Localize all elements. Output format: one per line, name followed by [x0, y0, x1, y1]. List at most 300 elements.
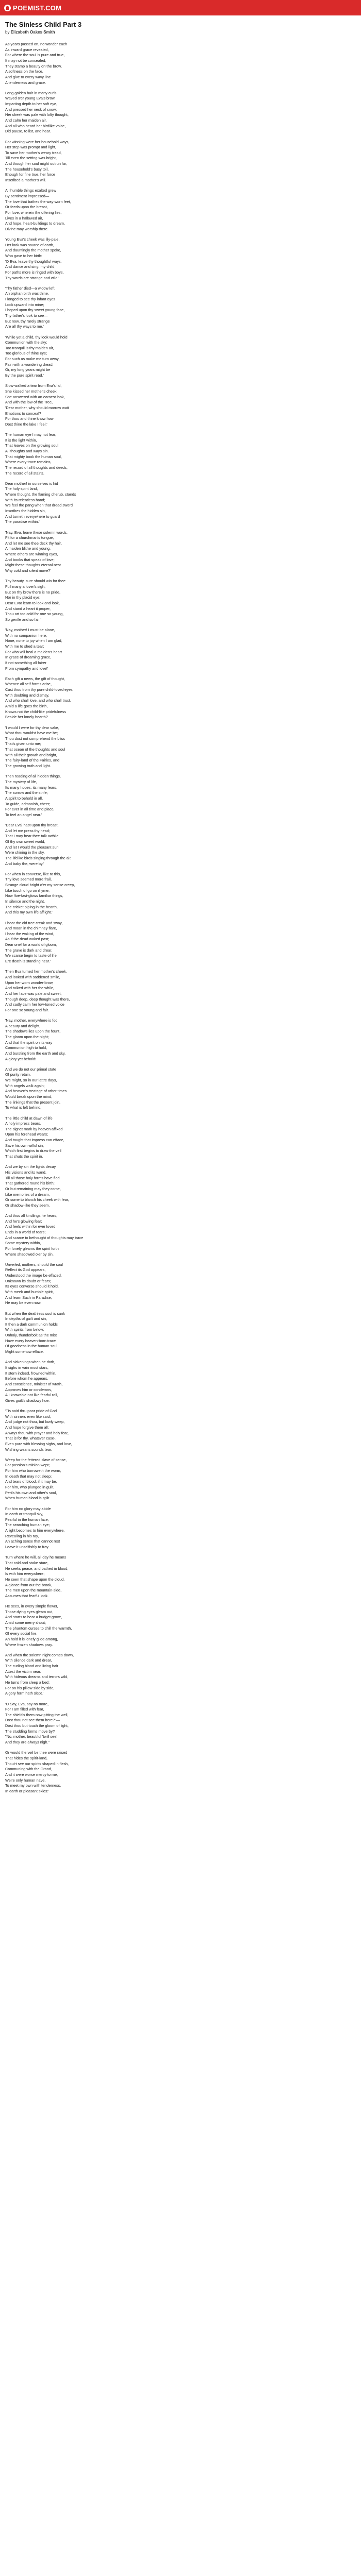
poem-line: With all their growth and bright,: [5, 752, 57, 757]
poem-line: All humble things exalted grew: [5, 188, 56, 193]
poem-line: Cast thou from thy pure child-loved eyes,: [5, 687, 74, 692]
poem-line: And that the spirit on its way: [5, 1040, 53, 1045]
poem-line: Unknown its doubt or fears;: [5, 1278, 51, 1283]
poem-line: It stern indeed, frowned within,: [5, 1370, 56, 1376]
poem-line: His visions and its wand,: [5, 1170, 46, 1175]
poem-line: Or would the veil be thee were raised: [5, 1750, 68, 1755]
poem-line: Did pause, to list, and hear.: [5, 129, 51, 134]
poem-line: For him no glory may abide: [5, 1506, 51, 1511]
poem-line: He may be even now.: [5, 1300, 42, 1306]
poem-line: For who will heal a maiden's heart: [5, 649, 62, 654]
poem-line: Look upward into mine;: [5, 302, 44, 307]
poem-line: An orphan birth was thine,: [5, 291, 49, 296]
poem-line: To save her mother's weary tread,: [5, 150, 62, 155]
poem-stanza: [5, 140, 356, 183]
poem-line: Thy words are strange and wild.': [5, 275, 59, 280]
poem-line: The love that bathes the way-worn feet,: [5, 199, 71, 204]
poem-line: Assumes that fearful look.: [5, 1593, 48, 1598]
poem-line: Her step was prompt and light,: [5, 145, 56, 150]
poem-stanza: [5, 1213, 356, 1257]
poem-line: And he's glowing fear;: [5, 1218, 42, 1224]
poem-stanza: [5, 1067, 356, 1111]
poem-line: With sinners even like said,: [5, 1414, 51, 1419]
poem-line: And though her soul might outrun far,: [5, 161, 68, 166]
poem-line: For passion's minion wept;: [5, 1463, 50, 1468]
poem-line: And bursting from the earth and sky,: [5, 1050, 66, 1056]
poem-line: Even pure with blessing sighs, and love,: [5, 1441, 72, 1446]
poem-line: Strange cloud-bright o'er my sense creep,: [5, 883, 75, 888]
poem-stanza: [5, 42, 356, 86]
poem-line: That I may hear thee talk awhile: [5, 834, 59, 839]
poem-line: And talked with her the while,: [5, 986, 54, 991]
poem-line: Slow-walked a tear from Eva's lid,: [5, 383, 62, 388]
poem-line: Till even the setting was bright,: [5, 156, 57, 161]
poem-line: Dear one! for a world of gloom,: [5, 942, 57, 947]
poem-line: Fain with a wondering dread,: [5, 362, 54, 367]
poem-line: Are all thy ways to me.': [5, 324, 44, 329]
poem-line: Thou art too cold for one so young,: [5, 612, 64, 617]
poem-line: That mighty book the human soul,: [5, 454, 62, 459]
poem-line: Then Eva turned her mother's cheek,: [5, 969, 67, 974]
poem-line: We might, so in our lattre days,: [5, 1078, 57, 1083]
poem-line: And thus all kindlings he hears,: [5, 1213, 58, 1218]
poem-line: A glance from out the brook,: [5, 1582, 53, 1587]
poem-line: With spirits from below;: [5, 1327, 44, 1332]
poem-line: I hoped upon thy sweet young face,: [5, 308, 65, 313]
poem-line: Ah hold it is lonely glide among,: [5, 1636, 58, 1641]
poem-line: Where every trace remains,: [5, 460, 52, 465]
poem-line: In depths of guilt and sin,: [5, 1316, 47, 1321]
poem-line: In earth or pleasant skies:': [5, 1788, 49, 1793]
poem-line: Have every heaven-born trace: [5, 1338, 56, 1343]
poem-line: For winning were her household ways,: [5, 139, 70, 144]
poem-line: In grace of dreaming grace,: [5, 655, 52, 660]
poem-line: Like touch of go on rhyme,: [5, 888, 50, 893]
poem-line: Beside her lonely hearth?: [5, 715, 48, 720]
poem-line: Though deep, deep thought was there,: [5, 996, 70, 1002]
poem-line: Enough for fine true, her force: [5, 172, 55, 177]
poem-line: 'Tis aaid thru poor pride of God: [5, 1409, 57, 1413]
poem-line: The studding forms move by?: [5, 1728, 55, 1734]
poem-line: Till all those holy forms have fled: [5, 1175, 60, 1180]
poem-line: In silence and the night,: [5, 899, 45, 904]
poem-line: In earth or tranquil sky,: [5, 1512, 43, 1517]
poem-line: Where others are winning eyes,: [5, 552, 58, 557]
poem-line: They stamp a beauty on the brow,: [5, 63, 62, 69]
poem-line: Thou dost not comprehend the bliss: [5, 736, 65, 741]
poem-line: The fairy-land of the Fairies, and: [5, 758, 60, 763]
poem-line: With silence dark and drear,: [5, 1658, 52, 1663]
poem-line: And when the solemn night comes down,: [5, 1652, 74, 1657]
poem-stanza: [5, 823, 356, 867]
poem-line: Imparting depth to her soft eye,: [5, 101, 57, 107]
poem-line: He sees, in every simple flower,: [5, 1604, 58, 1608]
poem-stanza: [5, 725, 356, 769]
poem-line: Save his own wilful sin,: [5, 1143, 44, 1148]
poem-line: As if the dead waked past;: [5, 937, 50, 942]
poem-author-link[interactable]: Elizabeth Oakes Smith: [10, 30, 55, 35]
poem-line: And baby the, were by.': [5, 861, 44, 866]
poem-line: The holy spirit land,: [5, 486, 38, 492]
poem-line: For paths more is ringed with boys,: [5, 269, 64, 275]
poem-stanza: [5, 188, 356, 232]
poem-stanza: [5, 1262, 356, 1306]
poem-line: Revealing in his ray,: [5, 1533, 39, 1538]
poem-stanza: [5, 286, 356, 330]
poem-line: 'O Say, Eva, say no more,: [5, 1701, 48, 1706]
poem-line: Upon her worn wonder-brow,: [5, 980, 54, 985]
poem-stanza: [5, 921, 356, 964]
poem-line: With no companion here,: [5, 633, 47, 638]
poem-line: And they are always nigh.": [5, 1740, 50, 1745]
poem-line: For ever in all time and place,: [5, 807, 55, 812]
poem-line: Reflect its God appears,: [5, 1267, 46, 1273]
poem-line: That's given unto me;: [5, 741, 41, 747]
poem-line: I hear the old tree creak and sway,: [5, 920, 63, 925]
poem-stanza: [5, 872, 356, 916]
poem-line: Each gift a news, the gift of thought,: [5, 676, 65, 681]
poem-line: And books that speak of love;: [5, 557, 55, 562]
poem-stanza: [5, 1311, 356, 1355]
poemist-logo-icon: [4, 5, 11, 11]
poem-line: He turns from sleep a bed;: [5, 1680, 50, 1685]
poem-stanza: [5, 1360, 356, 1403]
poem-line: The record of all stains.: [5, 470, 44, 476]
poem-line: The phantom curses to chill the warmth,: [5, 1625, 72, 1631]
poem-line: Would break upon the mind,: [5, 1094, 53, 1099]
poem-line: Before whom he appears,: [5, 1376, 48, 1381]
poem-line: Nor in thy placid eye;: [5, 595, 41, 600]
poem-line: And tears of blood, if it may be,: [5, 1479, 57, 1484]
poem-line: What thou wouldst have me be;: [5, 731, 58, 736]
poem-line: But when the deathless soul is sunk: [5, 1311, 65, 1316]
poem-stanza: [5, 1018, 356, 1062]
poem-line: And pressed her neck of snow;: [5, 107, 57, 112]
poem-line: Waved o'er young Eva's brow,: [5, 96, 56, 101]
poem-line: Thy beauty, sure should win for thee: [5, 579, 66, 584]
poem-line: That cold and stake stare,: [5, 1560, 48, 1565]
poem-stanza: [5, 1555, 356, 1599]
poem-line: And calm her maiden air,: [5, 118, 47, 123]
poem-line: None, none to joy when I am glad,: [5, 638, 62, 643]
poem-line: Unveiled, mothers, should the soul: [5, 1262, 63, 1267]
poem-line: And scarce to bethought of thoughts may trace: [5, 1235, 84, 1240]
poem-line: The growing truth and light.: [5, 764, 51, 769]
poem-line: The grave is dark and drear,: [5, 947, 53, 953]
poem-line: That hides the spirit-land,: [5, 1755, 47, 1760]
poem-line: Full many a lover's sigh,: [5, 584, 46, 589]
poem-line: Amid a life goes the birth,: [5, 704, 48, 709]
poem-line: In death that may not sleep;: [5, 1473, 52, 1479]
poem-line: Ere death is standing near.': [5, 959, 51, 964]
poem-line: The signet mark by heaven affixed: [5, 1126, 63, 1131]
poem-line: That gathered round his birth;: [5, 1181, 55, 1186]
poem-line: And heaven's treatage of other times: [5, 1089, 67, 1094]
poem-line: By the pure spirit read.': [5, 373, 44, 378]
poem-line: To feel an angel near.': [5, 812, 42, 817]
poem-stanza: [5, 1750, 356, 1794]
poem-line: Thy love seemed more frail,: [5, 877, 52, 882]
poem-line: Fearful in the human face,: [5, 1517, 49, 1522]
poem-line: The linkings that the present join,: [5, 1099, 61, 1105]
poem-line: For when in converse, like to this,: [5, 871, 61, 876]
poem-line: And hope, heart-buildings to dream,: [5, 221, 65, 226]
poem-line: With meek and humble spirit,: [5, 1290, 54, 1295]
poem-line: The curling blood and living hair: [5, 1664, 59, 1669]
poem-line: And all who heard her birdlike voice,: [5, 123, 66, 128]
poem-stanza: [5, 1653, 356, 1697]
poem-line: She kissed her mother's cheek,: [5, 388, 58, 394]
poem-line: That ocean of the thoughts and soul: [5, 747, 65, 752]
poem-line: And this my own life afflight.': [5, 910, 53, 915]
poem-line: With me to shed a tear;: [5, 643, 44, 649]
poem-line: A softness on the face,: [5, 69, 43, 74]
poem-line: 'While yet a child, thy look would hold: [5, 334, 68, 340]
poem-line: And let I would the pleasant sun: [5, 844, 59, 850]
poem-line: All-knowable not like fearful roll,: [5, 1393, 58, 1398]
poem-line: Which first begins to draw the veil: [5, 1148, 61, 1154]
poem-line: We scarce begin to taste of life: [5, 953, 57, 958]
poem-line: And who shall love, and who shall trust,: [5, 698, 71, 703]
poem-stanza: [5, 579, 356, 622]
poem-stanza: [5, 335, 356, 379]
poem-line: Always thou with prayer and holy fear,: [5, 1430, 69, 1435]
poem-line: Unholy, thunderbolt as the mist: [5, 1333, 57, 1338]
poem-line: And dance and sing, my child,: [5, 264, 56, 269]
poem-line: Might somehow efface.: [5, 1349, 44, 1354]
poem-line: A gory form hath slept.': [5, 1691, 44, 1696]
poem-line: 'O Eva, leave thy thoughtful ways,: [5, 259, 62, 264]
poem-line: Of every social fire,: [5, 1631, 38, 1636]
poem-line: The record of all thoughts and deeds,: [5, 465, 68, 470]
poem-line: He seen that shape upon the cloud,: [5, 1577, 65, 1582]
poem-line: And learn Such in Paradise,: [5, 1295, 52, 1300]
poem-line: 'Dear mother, why should morrow wait: [5, 405, 69, 410]
poem-line: And judge not thou, but lowly weep,: [5, 1419, 65, 1425]
poem-line: Why cold and silent move?': [5, 568, 51, 573]
poem-line: For where the soul is pure and true,: [5, 53, 65, 58]
poem-line: And her face was pale and sweet,: [5, 991, 62, 996]
poem-line: That leaves on the growing soul: [5, 443, 59, 448]
poem-line: Now floe-fast-glows familiar things,: [5, 893, 63, 899]
site-header: [0, 0, 361, 15]
poem-line: As inward grace revealed,: [5, 47, 49, 52]
poem-line: And sadly calm her low-toned voice: [5, 1002, 64, 1007]
poem-line: For one so young and fair.: [5, 1007, 49, 1012]
poem-line: I hear the waking of the wind,: [5, 931, 54, 936]
poem-line: Knows not the child-like pridefulness: [5, 709, 67, 714]
poem-line: And we by sin the lights decay,: [5, 1164, 57, 1170]
poem-stanza: [5, 628, 356, 671]
poem-line: As years passed on, no wonder each: [5, 42, 68, 46]
poem-line: But on thy brow there is no pride,: [5, 589, 61, 595]
poem-line: It may not be concealed;: [5, 58, 46, 63]
site-logo[interactable]: [4, 4, 61, 12]
poem-line: Leave it unselfishly to fray.: [5, 1545, 50, 1550]
poem-line: With angels walk again;: [5, 1083, 45, 1088]
poem-line: Thou'rt see our spirits shaped in flesh,: [5, 1761, 69, 1766]
poem-line: And stand a heart it proper,: [5, 606, 51, 611]
poem-line: 'I would I were for thy dear sake,: [5, 725, 59, 730]
poem-line: I longed to see thy infant eyes: [5, 297, 55, 302]
poem-line: And it were worse mercy to me,: [5, 1772, 58, 1777]
poem-line: The shield's them now pitting the well,: [5, 1712, 69, 1717]
poem-line: Or but remaining may they come,: [5, 1186, 61, 1191]
poem-line: The paradise within.': [5, 519, 40, 524]
poem-line: Dost thou not see them here?"—: [5, 1718, 60, 1723]
poem-line: Young Eva's cheek was lily-pale,: [5, 237, 60, 242]
poem-line: Attest the victim near.: [5, 1669, 41, 1674]
poem-byline: [5, 30, 356, 35]
poem-stanza: [5, 1164, 356, 1208]
poem-line: And let me see thee deck thy hair,: [5, 540, 62, 546]
poem-line: Emotions to conceal?: [5, 411, 41, 416]
poem-line: And with the low of the Tree,: [5, 400, 53, 405]
poem-line: That shuts the spirit in.: [5, 1154, 43, 1159]
poem-line: Wishing wearis sounds tear.: [5, 1447, 52, 1452]
poem-line: And tought that impress can efface,: [5, 1138, 64, 1143]
poem-line: Or, my long years might be: [5, 367, 51, 372]
poem-line: For him who borroweth the worm,: [5, 1468, 61, 1473]
poem-line: 'Nay, mother! I must be alone,: [5, 628, 55, 632]
poem-line: And let me press thy head;: [5, 828, 50, 833]
poem-line: The sorrow and the strife;: [5, 790, 48, 795]
poem-line: 'Nay, mother, everywhere is fod: [5, 1018, 58, 1023]
poem-line: Lives in a hallowed air,: [5, 215, 43, 221]
poem-line: Were shining in the sky,: [5, 850, 45, 855]
poem-stanza: [5, 969, 356, 1013]
poem-line: To meet my own with tenderness,: [5, 1783, 61, 1788]
poem-line: Then reading of all hidden things,: [5, 774, 61, 779]
poem-line: For such as make me turn away,: [5, 357, 60, 362]
poem-stanza: [5, 481, 356, 525]
poem-line: The men upon the mountain-side,: [5, 1588, 62, 1593]
poem-line: And turneth everywhere to guard: [5, 514, 60, 519]
poem-line: The cricket piping in the hearth,: [5, 904, 58, 909]
poem-line: From sympathy and love!': [5, 666, 48, 671]
poem-line: Where thought, the flaming cherub, stands: [5, 492, 76, 497]
poem-line: When human blood is spilt.: [5, 1496, 51, 1501]
poem-stanza: [5, 1506, 356, 1550]
poem-line: If not something all fairer: [5, 660, 46, 665]
poem-line: And hope forgive them all;: [5, 1425, 49, 1430]
poem-line: Long golden hair in many curls: [5, 90, 57, 95]
poem-line: A holy impress bears,: [5, 1121, 41, 1126]
poem-line: Its eyes converse should it hold,: [5, 1284, 59, 1289]
poem-line: With its relentless hand;: [5, 497, 45, 502]
poem-line: And dauntingly the mother spoke,: [5, 248, 61, 253]
poem-line: Weep for the fettered slave of sense,: [5, 1457, 67, 1462]
poem-line: For love, wherein the offering lies,: [5, 210, 62, 215]
poem-line: He seeks peace, and bathed in blood,: [5, 1566, 69, 1571]
poem-line: Of thy own sweet world,: [5, 839, 45, 844]
poem-line: Understood the image be effaced,: [5, 1273, 62, 1278]
poem-line: And moan in the chimney flare,: [5, 926, 57, 931]
poem-line: Or shadow-like they seem.: [5, 1202, 50, 1208]
poem-line: And give to every wavy line: [5, 74, 51, 79]
poem-line: Inscribes the hidden sin,: [5, 509, 46, 514]
poem-line: Its many hopes, its many fears,: [5, 785, 57, 790]
site-logo-text: POEMIST.COM: [13, 4, 62, 12]
poem-line: A glory yet behold!: [5, 1056, 37, 1061]
poem-line: Those dying eyes gleam out,: [5, 1609, 54, 1614]
poem-stanza: [5, 1604, 356, 1648]
poem-line: With doubting and dismay,: [5, 692, 50, 698]
poem-line: Ends in a world of tears;: [5, 1229, 46, 1234]
poem-stanza: [5, 1116, 356, 1160]
poem-line: Perils his own and other's soul,: [5, 1490, 57, 1495]
poem-line: For lonely gleams the spirit forth: [5, 1246, 59, 1251]
poem-line: For thou and thine know how: [5, 416, 54, 421]
poem-line: Where frozen shadows pray.: [5, 1642, 53, 1647]
poem-line: 'Thy father died—a widow left,: [5, 285, 56, 291]
poem-line: And sickenings when he doth,: [5, 1360, 55, 1365]
poem-line: The human eye I may not fear,: [5, 432, 56, 437]
poem-line: The gloom upon the night;: [5, 1034, 49, 1039]
poem-line: It sighs in vain most stars,: [5, 1365, 48, 1370]
poem-stanza: [5, 237, 356, 281]
poem-line: The lifelike birds singing through the air,: [5, 855, 72, 860]
poem-stanza: [5, 774, 356, 818]
poem-line: Or some to blanch his cheek with fear,: [5, 1197, 69, 1202]
poem-line: 'Nay, Eva, leave these solemn words,: [5, 530, 68, 535]
poem-line: To what is left behind.: [5, 1105, 42, 1110]
poem-line: Some mystery within,: [5, 1241, 41, 1246]
poem-line: And we do not our primal state: [5, 1066, 56, 1072]
poem-line: Inscribed a mother's will.: [5, 178, 46, 183]
poem-line: Of purity retain,: [5, 1072, 31, 1077]
poem-stanza: [5, 91, 356, 134]
poem-line: Turn where he will, all day he means: [5, 1555, 67, 1560]
poem-line: Dost thine the lake I feel.': [5, 421, 47, 427]
poem-line: Who gave to her birth:: [5, 253, 42, 258]
poem-line: The mystery of life,: [5, 779, 37, 784]
poem-line: Where shadowed o'er by sin.: [5, 1251, 54, 1257]
poem-line: But now, thy rarely strange: [5, 318, 50, 324]
poem-line: Thy father's look to see—: [5, 313, 48, 318]
poem-line: Might these thoughts eternal nest: [5, 563, 61, 568]
poem-line: Of goodness in the human soul: [5, 1344, 58, 1349]
poem-line: And starts to hear a budget grove,: [5, 1615, 62, 1620]
poem-line: For on his pillow side by side,: [5, 1685, 55, 1690]
poem-line: A light becomes to him everywhere,: [5, 1528, 65, 1533]
poem-line: Communion high to hold,: [5, 1045, 47, 1050]
poem-line: For him, who plunged in guilt,: [5, 1485, 55, 1490]
poem-line: She answered with an earnest look,: [5, 394, 65, 399]
poem-line: Dear Eva! learn to look and look,: [5, 600, 60, 605]
poem-title: The Sinless Child Part 3: [5, 21, 82, 28]
poem-stanza: [5, 530, 356, 574]
poem-line: Or feeds upon the breast,: [5, 205, 48, 210]
poem-stanza: [5, 432, 356, 476]
poem-content: [0, 15, 356, 1794]
poem-line: Her cheek was pale with lofty thought,: [5, 112, 69, 117]
poem-line: A beauty and delight,: [5, 1023, 41, 1028]
poem-line: Divine may worship there.: [5, 226, 48, 231]
poem-line: Amid some merry shout;: [5, 1620, 46, 1625]
poem-line: A spirit to behold in all,: [5, 795, 43, 801]
poem-line: Gives guilt's shadowy hue.: [5, 1398, 50, 1403]
poem-line: An aching sense that cannot rest: [5, 1539, 60, 1544]
poem-line: A tenderness and grace.: [5, 80, 46, 85]
poem-line: And conscience, minister of wrath,: [5, 1381, 63, 1386]
poem-line: By sentiment impressed—: [5, 193, 50, 198]
poem-line: The household's busy toil,: [5, 166, 49, 172]
poem-stanza: [5, 1458, 356, 1501]
poem-line: The searching human eye;: [5, 1522, 50, 1528]
poem-line: Dost thou but touch the gloom of light,: [5, 1723, 69, 1728]
poem-line: It then a dark communion holds: [5, 1321, 58, 1327]
